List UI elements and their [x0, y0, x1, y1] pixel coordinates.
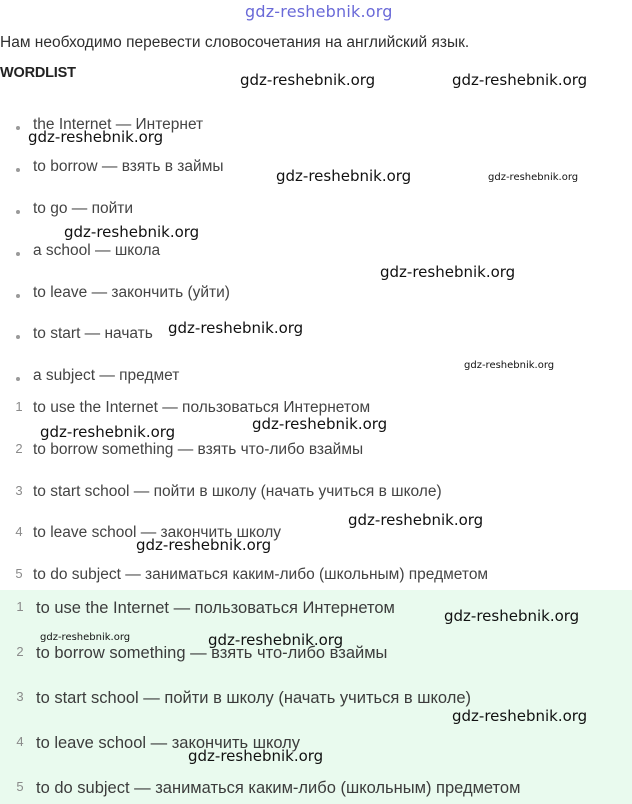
answer-number: 5 — [16, 779, 24, 794]
bullet-icon — [16, 294, 20, 298]
watermark: gdz-reshebnik.org — [208, 631, 344, 649]
answer-number: 3 — [16, 689, 24, 704]
bullet-icon — [16, 168, 20, 172]
phrase-number: 5 — [15, 566, 23, 581]
watermark: gdz-reshebnik.org — [488, 172, 579, 183]
wordlist-item-text: a subject — предмет — [33, 367, 180, 384]
watermark: gdz-reshebnik.org — [168, 319, 304, 337]
watermark: gdz-reshebnik.org — [276, 167, 412, 185]
wordlist-item-text: to start — начать — [33, 325, 153, 342]
watermark: gdz-reshebnik.org — [64, 223, 200, 241]
phrase-text: to borrow something — взять что-либо взаймы — [33, 441, 364, 458]
watermark: gdz-reshebnik.org — [252, 415, 388, 433]
wordlist-item-text: a school — школа — [33, 242, 161, 259]
answer-number: 2 — [16, 644, 24, 659]
watermark: gdz-reshebnik.org — [348, 511, 484, 529]
bullet-icon — [16, 335, 20, 339]
watermark: gdz-reshebnik.org — [452, 707, 588, 725]
bullet-icon — [16, 252, 20, 256]
watermark: gdz-reshebnik.org — [464, 360, 555, 371]
answer-text: to borrow something — взять что-либо взаймы — [36, 644, 388, 662]
watermark: gdz-reshebnik.org — [28, 128, 164, 146]
answer-text: to do subject — заниматься каким-либо (школьным) предметом — [36, 779, 521, 797]
wordlist-item-text: to leave — закончить (уйти) — [33, 284, 230, 301]
watermark: gdz-reshebnik.org — [452, 71, 588, 89]
watermark: gdz-reshebnik.org — [40, 423, 176, 441]
watermark: gdz-reshebnik.org — [40, 632, 131, 643]
phrase-number: 3 — [15, 483, 23, 498]
wordlist-item-text: the Internet — Интернет — [33, 116, 204, 133]
phrase-number: 2 — [15, 441, 23, 456]
site-mark: gdz-reshebnik.org — [245, 2, 393, 21]
watermark: gdz-reshebnik.org — [240, 71, 376, 89]
bullet-icon — [16, 210, 20, 214]
wordlist-item-text: to borrow — взять в займы — [33, 158, 224, 175]
watermark: gdz-reshebnik.org — [380, 263, 516, 281]
watermark: gdz-reshebnik.org — [136, 536, 272, 554]
intro-text: Нам необходимо перевести словосочетания на английский язык. — [0, 34, 470, 51]
phrase-number: 4 — [15, 524, 23, 539]
answer-number: 1 — [16, 599, 24, 614]
phrase-number: 1 — [15, 399, 23, 414]
wordlist-title: WORDLIST — [0, 65, 76, 81]
phrase-text: to do subject — заниматься каким-либо (школьным) предметом — [33, 566, 489, 583]
bullet-icon — [16, 377, 20, 381]
watermark: gdz-reshebnik.org — [444, 607, 580, 625]
answer-text: to use the Internet — пользоваться Интернетом — [36, 599, 395, 617]
watermark: gdz-reshebnik.org — [188, 747, 324, 765]
wordlist-item-text: to go — пойти — [33, 200, 134, 217]
answer-text: to start school — пойти в школу (начать учиться в школе) — [36, 689, 471, 707]
phrase-text: to start school — пойти в школу (начать учиться в школе) — [33, 483, 442, 500]
phrase-text: to leave school — закончить школу — [33, 524, 282, 541]
answer-text: to leave school — закончить школу — [36, 734, 301, 752]
bullet-icon — [16, 126, 20, 130]
answer-number: 4 — [16, 734, 24, 749]
phrase-text: to use the Internet — пользоваться Интернетом — [33, 399, 371, 416]
